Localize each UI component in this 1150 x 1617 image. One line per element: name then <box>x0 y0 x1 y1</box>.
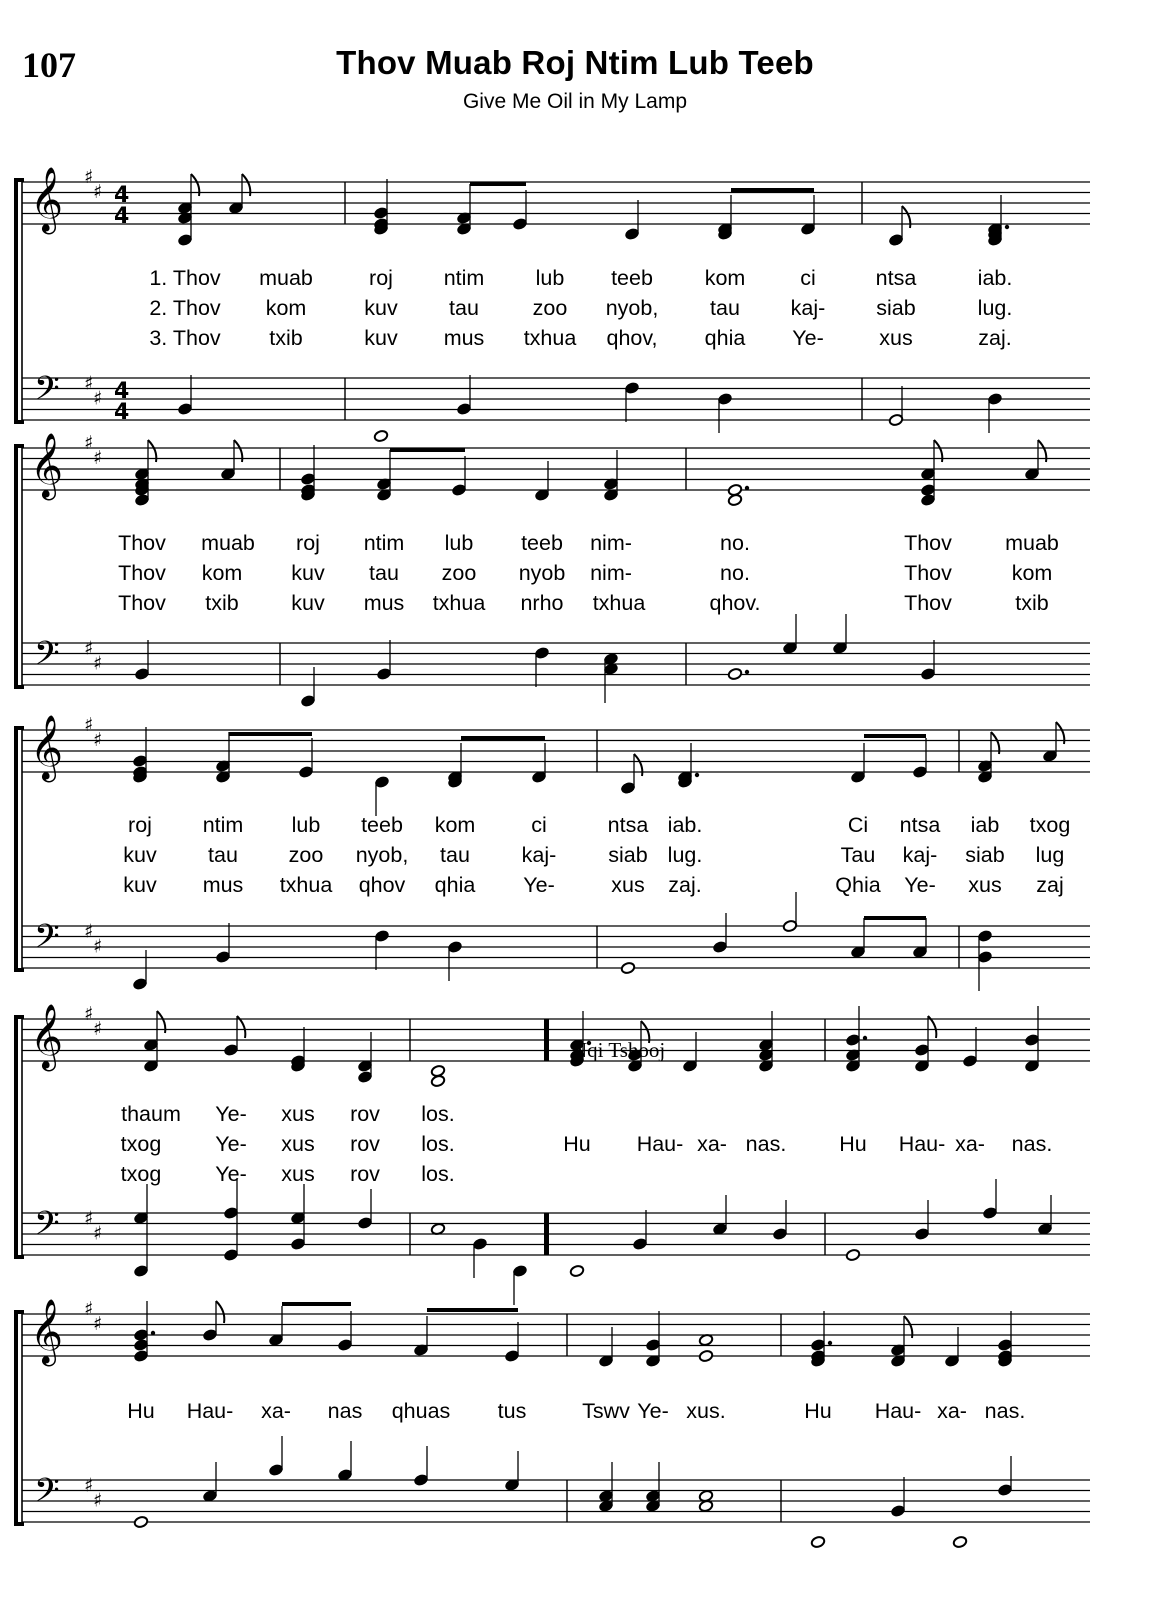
note-head <box>300 694 315 707</box>
note-head <box>373 206 388 219</box>
lyric-syllable: mus <box>202 873 244 897</box>
note-head <box>977 929 992 942</box>
bass-clef-icon: 𝄢 <box>34 918 60 964</box>
note-head <box>472 1237 487 1250</box>
note-head <box>727 493 742 506</box>
note-head <box>374 929 389 942</box>
bass-clef-icon: 𝄢 <box>34 635 60 681</box>
lyric-syllable: txhua <box>432 591 486 615</box>
sharp-icon: ♯ <box>93 1222 103 1245</box>
lyric-syllable: kaj- <box>902 843 938 867</box>
lyric-syllable: ci <box>531 813 547 837</box>
lyric-syllable: txib <box>269 326 303 350</box>
lyric-syllable: xa- <box>955 1132 985 1156</box>
lyric-syllable: roj <box>369 266 393 290</box>
note-head <box>512 1264 527 1277</box>
bass-clef-icon: 𝄢 <box>34 1472 60 1518</box>
note-head <box>223 1248 238 1261</box>
note-head <box>890 1504 905 1517</box>
lyric-syllable: kuv <box>123 873 157 897</box>
lyric-syllable: teeb <box>611 266 653 290</box>
note-dot <box>863 1036 867 1040</box>
bass-clef-icon: 𝄢 <box>34 370 60 416</box>
lyric-syllable: kom <box>434 813 476 837</box>
lyric-syllable: roj <box>296 531 320 555</box>
lyric-syllable: zaj <box>1036 873 1064 897</box>
lyric-syllable: kom <box>704 266 746 290</box>
repeat-bar-thick <box>544 1019 549 1061</box>
lyric-syllable: mus <box>363 591 405 615</box>
bass-clef-icon: 𝄢 <box>34 1205 60 1251</box>
lyric-syllable: zoo <box>532 296 568 320</box>
note-head <box>569 1264 584 1277</box>
lyric-syllable: los. <box>421 1102 455 1126</box>
lyric-syllable: 3. Thov <box>149 326 221 350</box>
note-head <box>456 402 471 415</box>
note-head <box>357 1216 372 1229</box>
note-head <box>132 754 147 767</box>
lyric-syllable: ntsa <box>607 813 649 837</box>
lyric-syllable: zaj. <box>978 326 1012 350</box>
lyric-syllable: kom <box>201 561 243 585</box>
lyric-syllable: iab. <box>977 266 1013 290</box>
lyric-syllable: txhua <box>592 591 646 615</box>
lyric-syllable: kom <box>265 296 307 320</box>
lyric-syllable: xa- <box>261 1399 291 1423</box>
treble-clef-icon: 𝄞 <box>30 1004 64 1069</box>
refrain-label: Nqi Tshooj <box>572 1038 666 1062</box>
lyric-syllable: ci <box>800 266 816 290</box>
lyric-syllable: kaj- <box>790 296 826 320</box>
sharp-icon: ♯ <box>84 637 94 660</box>
lyric-syllable: Thov <box>118 531 166 555</box>
lyric-syllable: zaj. <box>668 873 702 897</box>
lyric-syllable: nrho <box>520 591 564 615</box>
note-flag <box>216 1301 224 1323</box>
lyric-syllable: kuv <box>364 296 398 320</box>
lyric-syllable: Ye- <box>215 1102 247 1126</box>
lyric-syllable: no. <box>720 531 750 555</box>
lyric-syllable: Thov <box>904 591 952 615</box>
note-head <box>290 1237 305 1250</box>
note-head <box>430 1074 445 1087</box>
lyric-syllable: txib <box>1015 591 1049 615</box>
sharp-icon: ♯ <box>93 729 103 751</box>
lyric-syllable: Qhia <box>835 873 881 897</box>
lyric-syllable: tus <box>497 1399 527 1423</box>
note-head <box>632 1237 647 1250</box>
lyric-syllable: kaj- <box>521 843 557 867</box>
note-head <box>1024 1033 1039 1046</box>
sharp-icon: ♯ <box>93 1313 103 1335</box>
lyric-syllable: siab <box>876 296 916 320</box>
note-head <box>698 1349 713 1362</box>
note-head <box>134 493 149 506</box>
lyric-syllable: nas. <box>1011 1132 1053 1156</box>
lyric-syllable: zoo <box>288 843 324 867</box>
note-head <box>177 402 192 415</box>
lyric-syllable: muab <box>1005 531 1059 555</box>
lyric-syllable: iab <box>970 813 1000 837</box>
note-dot <box>828 1341 832 1345</box>
sharp-icon: ♯ <box>84 1207 94 1230</box>
lyric-syllable: nyob, <box>355 843 409 867</box>
note-dot <box>745 670 749 674</box>
note-head <box>447 940 462 953</box>
note-flag <box>902 206 910 228</box>
lyric-syllable: Ye- <box>215 1132 247 1156</box>
lyric-syllable: muab <box>201 531 255 555</box>
time-signature-top: 4 <box>114 183 130 208</box>
lyric-syllable: nim- <box>590 561 632 585</box>
lyric-syllable: lub <box>291 813 321 837</box>
lyric-syllable: Hu <box>127 1399 155 1423</box>
note-head <box>782 919 797 932</box>
note-head <box>645 1338 660 1351</box>
lyric-syllable: ntsa <box>875 266 917 290</box>
lyric-syllable: nim- <box>590 531 632 555</box>
note-head <box>512 217 527 230</box>
sharp-icon: ♯ <box>84 1474 94 1497</box>
note-head <box>845 1248 860 1261</box>
lyric-syllable: qhov <box>358 873 406 897</box>
lyric-syllable: txog <box>1029 813 1071 837</box>
note-head <box>624 381 639 394</box>
lyric-syllable: nyob, <box>605 296 659 320</box>
lyric-syllable: ntim <box>202 813 244 837</box>
lyric-syllable: Ci <box>847 813 869 837</box>
lyric-syllable: siab <box>965 843 1005 867</box>
sharp-icon: ♯ <box>84 432 94 454</box>
note-head <box>413 1473 428 1486</box>
lyric-syllable: mus <box>443 326 485 350</box>
note-head <box>977 950 992 963</box>
lyric-syllable: Thov <box>904 531 952 555</box>
lyric-syllable: tau <box>449 296 479 320</box>
note-head <box>914 1227 929 1240</box>
lyric-syllable: teeb <box>361 813 403 837</box>
lyric-syllable: rov <box>350 1132 380 1156</box>
hymn-title: Thov Muab Roj Ntim Lub Teeb <box>336 44 814 81</box>
note-head <box>987 392 1002 405</box>
note-head <box>132 977 147 990</box>
lyric-syllable: kuv <box>364 326 398 350</box>
note-head <box>134 667 149 680</box>
note-head <box>717 392 732 405</box>
lyric-syllable: txib <box>205 591 239 615</box>
note-head <box>920 483 935 496</box>
time-signature-bottom: 4 <box>114 400 130 425</box>
lyric-syllable: kuv <box>291 561 325 585</box>
lyric-syllable: lug. <box>977 296 1013 320</box>
note-head <box>845 1033 860 1046</box>
sharp-icon: ♯ <box>84 166 94 188</box>
lyric-syllable: xa- <box>937 1399 967 1423</box>
note-head <box>504 1349 519 1362</box>
lyric-syllable: teeb <box>521 531 563 555</box>
lyric-syllable: Tswv <box>582 1399 630 1423</box>
note-head <box>914 1043 929 1056</box>
lyric-syllable: tau <box>710 296 740 320</box>
note-head <box>376 667 391 680</box>
lyric-syllable: Ye- <box>637 1399 669 1423</box>
note-head <box>772 1227 787 1240</box>
lyric-syllable: rov <box>350 1162 380 1186</box>
lyric-syllable: muab <box>259 266 313 290</box>
note-head <box>177 233 192 246</box>
lyric-syllable: Thov <box>904 561 952 585</box>
lyric-syllable: nas <box>327 1399 363 1423</box>
lyric-syllable: txog <box>120 1132 162 1156</box>
note-head <box>337 1338 352 1351</box>
sharp-icon: ♯ <box>93 447 103 469</box>
lyric-syllable: xus <box>281 1102 315 1126</box>
note-head <box>810 1338 825 1351</box>
lyric-syllable: kuv <box>123 843 157 867</box>
note-dot <box>151 1331 155 1335</box>
time-signature-top: 4 <box>114 379 130 404</box>
lyric-syllable: xus <box>281 1162 315 1186</box>
note-head <box>982 1206 997 1219</box>
note-head <box>952 1535 967 1548</box>
lyric-syllable: tau <box>208 843 238 867</box>
time-signature-bottom: 4 <box>114 204 130 229</box>
hymn-number: 107 <box>22 45 76 85</box>
note-head <box>133 1338 148 1351</box>
note-head <box>962 1054 977 1067</box>
lyric-syllable: 1. Thov <box>149 266 221 290</box>
lyric-syllable: Hu <box>563 1132 591 1156</box>
lyric-syllable: roj <box>128 813 152 837</box>
lyric-syllable: los. <box>421 1132 455 1156</box>
lyric-syllable: siab <box>608 843 648 867</box>
note-head <box>810 1535 825 1548</box>
sharp-icon: ♯ <box>93 387 103 410</box>
lyric-syllable: Thov <box>118 561 166 585</box>
note-head <box>223 1206 238 1219</box>
lyric-syllable: xus <box>281 1132 315 1156</box>
note-head <box>624 227 639 240</box>
lyric-syllable: lug. <box>667 843 703 867</box>
note-flag <box>634 754 642 776</box>
lyric-syllable: Hu <box>804 1399 832 1423</box>
lyric-syllable: Tau <box>840 843 876 867</box>
sharp-icon: ♯ <box>93 935 103 958</box>
sharp-icon: ♯ <box>84 1003 94 1025</box>
note-head <box>912 765 927 778</box>
lyric-syllable: nyob <box>518 561 566 585</box>
sharp-icon: ♯ <box>84 372 94 395</box>
lyric-syllable: qhov. <box>709 591 761 615</box>
lyric-syllable: xus <box>611 873 645 897</box>
lyric-syllable: lub <box>444 531 474 555</box>
note-head <box>712 940 727 953</box>
lyric-syllable: txog <box>120 1162 162 1186</box>
note-head <box>133 1515 148 1528</box>
repeat-bar-thick <box>544 1213 549 1255</box>
lyric-syllable: xus <box>879 326 913 350</box>
sharp-icon: ♯ <box>84 1298 94 1320</box>
lyric-syllable: xa- <box>697 1132 727 1156</box>
note-head <box>202 1328 217 1341</box>
sharp-icon: ♯ <box>93 181 103 203</box>
lyric-syllable: ntsa <box>899 813 941 837</box>
lyric-syllable: ntim <box>443 266 485 290</box>
lyric-syllable: Ye- <box>215 1162 247 1186</box>
lyric-syllable: Hau- <box>186 1399 234 1423</box>
treble-clef-icon: 𝄞 <box>30 715 64 780</box>
hymn-subtitle: Give Me Oil in My Lamp <box>462 90 688 113</box>
note-head <box>920 667 935 680</box>
note-head <box>373 429 388 442</box>
lyric-syllable: iab. <box>667 813 703 837</box>
note-head <box>997 1483 1012 1496</box>
note-head <box>268 1463 283 1476</box>
note-head <box>888 413 903 426</box>
note-head <box>620 961 635 974</box>
lyric-syllable: kuv <box>291 591 325 615</box>
sharp-icon: ♯ <box>93 1489 103 1512</box>
lyric-syllable: zoo <box>441 561 477 585</box>
note-head <box>133 1349 148 1362</box>
note-head <box>451 483 466 496</box>
note-head <box>727 667 742 680</box>
note-dot <box>745 486 749 490</box>
lyric-syllable: los. <box>421 1162 455 1186</box>
note-head <box>357 1070 372 1083</box>
lyric-syllable: kom <box>1011 561 1053 585</box>
lyric-syllable: tau <box>440 843 470 867</box>
lyric-syllable: qhia <box>434 873 476 897</box>
note-dot <box>695 773 699 777</box>
lyric-syllable: Hau- <box>898 1132 946 1156</box>
sharp-icon: ♯ <box>84 920 94 943</box>
note-head <box>888 233 903 246</box>
sharp-icon: ♯ <box>93 652 103 675</box>
lyric-syllable: Ye- <box>523 873 555 897</box>
lyric-syllable: Hu <box>839 1132 867 1156</box>
note-head <box>534 646 549 659</box>
lyric-syllable: Thov <box>118 591 166 615</box>
lyric-syllable: thaum <box>121 1102 181 1126</box>
lyric-syllable: xus. <box>686 1399 726 1423</box>
lyric-syllable: Ye- <box>904 873 936 897</box>
lyric-syllable: nas. <box>984 1399 1026 1423</box>
note-head <box>133 1264 148 1277</box>
note-head <box>620 781 635 794</box>
lyric-syllable: xus <box>968 873 1002 897</box>
lyric-syllable: txhua <box>279 873 333 897</box>
lyric-syllable: rov <box>350 1102 380 1126</box>
lyric-syllable: Hau- <box>874 1399 922 1423</box>
treble-clef-icon: 𝄞 <box>30 433 64 498</box>
note-head <box>920 493 935 506</box>
note-head <box>997 1338 1012 1351</box>
sharp-icon: ♯ <box>93 1018 103 1040</box>
sharp-icon: ♯ <box>84 714 94 736</box>
note-head <box>298 765 313 778</box>
note-dot <box>1005 225 1009 229</box>
note-head <box>133 1328 148 1341</box>
lyric-syllable: txhua <box>523 326 577 350</box>
lyric-syllable: Ye- <box>792 326 824 350</box>
lyric-syllable: qhov, <box>606 326 658 350</box>
lyric-syllable: nas. <box>745 1132 787 1156</box>
note-head <box>215 950 230 963</box>
lyric-syllable: Hau- <box>636 1132 684 1156</box>
lyric-syllable: 2. Thov <box>149 296 221 320</box>
lyric-syllable: qhia <box>704 326 746 350</box>
lyric-syllable: lub <box>535 266 565 290</box>
lyric-syllable: lug <box>1035 843 1065 867</box>
treble-clef-icon: 𝄞 <box>30 167 64 232</box>
note-head <box>374 775 389 788</box>
treble-clef-icon: 𝄞 <box>30 1299 64 1364</box>
lyric-syllable: ntim <box>363 531 405 555</box>
lyric-syllable: qhuas <box>391 1399 451 1423</box>
note-head <box>223 1043 238 1056</box>
lyric-syllable: tau <box>369 561 399 585</box>
lyric-syllable: no. <box>720 561 750 585</box>
note-head <box>300 472 315 485</box>
